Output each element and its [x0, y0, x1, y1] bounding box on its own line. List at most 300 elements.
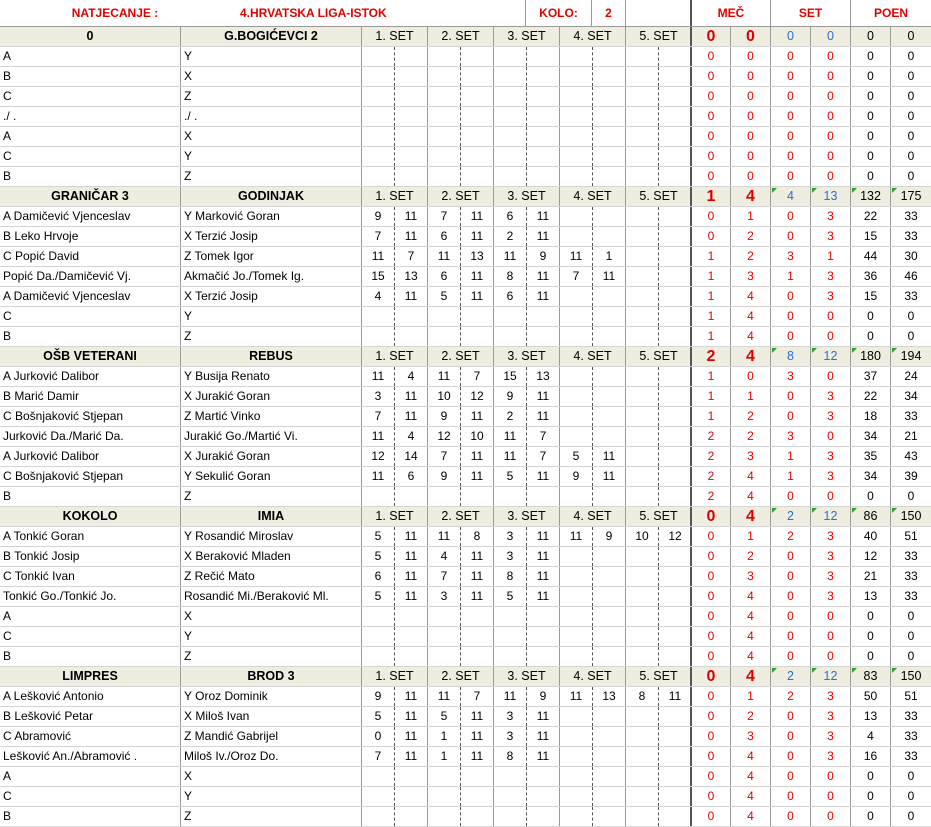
comment-marker-icon — [812, 188, 817, 193]
comment-marker-icon — [892, 348, 897, 353]
set-away-score: 11 — [394, 747, 427, 766]
set-away-score — [526, 67, 559, 86]
set-home-score: 11 — [493, 447, 526, 466]
set-home: 0 — [770, 547, 810, 566]
set-home-score: 11 — [361, 247, 394, 266]
set-home-score — [361, 127, 394, 146]
mec-away: 0 — [730, 367, 770, 386]
set-home-score — [427, 107, 460, 126]
poen-home: 0 — [850, 167, 890, 186]
set-column-header: 5. SET — [625, 667, 691, 686]
set-away: 0 — [810, 307, 850, 326]
set-home-score: 11 — [427, 247, 460, 266]
mec-home: 0 — [690, 207, 730, 226]
set-away-score — [592, 167, 625, 186]
set-home-score — [493, 767, 526, 786]
set-away-score: 11 — [526, 727, 559, 746]
match-away-mec-total: 0 — [730, 27, 770, 46]
set-away: 3 — [810, 527, 850, 546]
set-away-score — [394, 307, 427, 326]
poen-home: 15 — [850, 227, 890, 246]
home-player: A Lešković Antonio — [3, 689, 104, 703]
set-home-score — [625, 707, 658, 726]
set-away-score: 11 — [394, 567, 427, 586]
set-home-score: 9 — [559, 467, 592, 486]
home-player: A — [3, 769, 12, 783]
set-away-score: 7 — [526, 447, 559, 466]
set-home-score: 12 — [361, 447, 394, 466]
set-home: 0 — [770, 727, 810, 746]
poen-home: 0 — [850, 607, 890, 626]
set-away-score — [592, 327, 625, 346]
set-home-score — [625, 327, 658, 346]
away-player: Z Martić Vinko — [180, 407, 361, 426]
set-home: 0 — [770, 647, 810, 666]
mec-home: 1 — [690, 367, 730, 386]
set-home-score: 5 — [361, 707, 394, 726]
set-column-header: 1. SET — [361, 347, 427, 366]
home-team-name: LIMPRES — [62, 669, 118, 683]
away-player: Akmačić Jo./Tomek Ig. — [180, 267, 361, 286]
mec-home: 0 — [690, 567, 730, 586]
mec-home: 0 — [690, 747, 730, 766]
away-player: Z — [180, 647, 361, 666]
set-column-header: 5. SET — [625, 347, 691, 366]
poen-away: 0 — [890, 147, 931, 166]
set-away-score: 9 — [592, 527, 625, 546]
set-away-score: 11 — [394, 227, 427, 246]
set-away-score: 4 — [394, 427, 427, 446]
set-home: 0 — [770, 407, 810, 426]
home-player: A — [3, 129, 12, 143]
set-home-score — [361, 807, 394, 826]
set-away-score: 7 — [526, 427, 559, 446]
set-home-score: 10 — [427, 387, 460, 406]
match-home-set-total: 2 — [770, 667, 810, 686]
poen-away: 24 — [890, 367, 931, 386]
mec-away: 4 — [730, 767, 770, 786]
set-away-score — [460, 787, 493, 806]
home-team-name: 0 — [86, 29, 94, 43]
game-row — [0, 807, 931, 827]
mec-away: 3 — [730, 267, 770, 286]
set-home-score — [625, 627, 658, 646]
poen-home: 22 — [850, 387, 890, 406]
set-home-score — [625, 447, 658, 466]
set-away-score — [658, 447, 691, 466]
poen-home: 0 — [850, 647, 890, 666]
set-home-score — [493, 487, 526, 506]
set-away: 0 — [810, 327, 850, 346]
set-home-score — [493, 67, 526, 86]
set-away-score — [526, 107, 559, 126]
set-home: 0 — [770, 747, 810, 766]
set-home-score: 15 — [493, 367, 526, 386]
set-home-score — [559, 787, 592, 806]
set-home-score: 5 — [493, 467, 526, 486]
set-home-score: 9 — [427, 407, 460, 426]
mec-away: 4 — [730, 747, 770, 766]
set-home-score: 11 — [559, 247, 592, 266]
set-away-score: 6 — [394, 467, 427, 486]
set-home: 0 — [770, 147, 810, 166]
home-player: ./ . — [3, 109, 17, 123]
mec-home: 0 — [690, 727, 730, 746]
set-away-score — [592, 547, 625, 566]
match-away-poen-total: 150 — [890, 507, 931, 526]
comment-marker-icon — [772, 348, 777, 353]
set-away-score: 11 — [394, 587, 427, 606]
away-player: Z — [180, 167, 361, 186]
set-home: 0 — [770, 387, 810, 406]
set-home-score — [559, 107, 592, 126]
away-team-name: BROD 3 — [180, 667, 361, 686]
set-home-score — [625, 647, 658, 666]
set-away: 0 — [810, 427, 850, 446]
set-away-score: 11 — [592, 447, 625, 466]
poen-home: 0 — [850, 627, 890, 646]
game-row — [0, 627, 931, 647]
set-home-score — [625, 87, 658, 106]
set-label: SET — [770, 0, 850, 26]
away-player: Z — [180, 487, 361, 506]
away-team-name: IMIA — [180, 507, 361, 526]
set-home-score — [559, 727, 592, 746]
mec-away: 1 — [730, 387, 770, 406]
mec-home: 0 — [690, 627, 730, 646]
mec-home: 1 — [690, 287, 730, 306]
set-home-score: 6 — [427, 227, 460, 246]
game-row — [0, 267, 931, 287]
set-home: 3 — [770, 427, 810, 446]
mec-home: 2 — [690, 487, 730, 506]
set-home-score: 11 — [361, 367, 394, 386]
set-home-score — [559, 147, 592, 166]
poen-home: 21 — [850, 567, 890, 586]
set-home-score — [559, 427, 592, 446]
set-away-score — [658, 467, 691, 486]
poen-home: 13 — [850, 587, 890, 606]
away-player: X Beraković Mladen — [180, 547, 361, 566]
set-away-score: 4 — [394, 367, 427, 386]
set-home-score — [361, 147, 394, 166]
game-row — [0, 307, 931, 327]
set-away-score — [658, 247, 691, 266]
set-home-score — [625, 147, 658, 166]
game-row — [0, 547, 931, 567]
set-away-score — [526, 487, 559, 506]
set-away-score: 7 — [460, 687, 493, 706]
set-home-score — [625, 607, 658, 626]
mec-home: 0 — [690, 767, 730, 786]
set-away-score — [592, 47, 625, 66]
set-home-score — [361, 107, 394, 126]
set-away-score: 11 — [394, 207, 427, 226]
poen-home: 0 — [850, 307, 890, 326]
set-away-score: 11 — [460, 587, 493, 606]
set-home-score — [625, 127, 658, 146]
game-row — [0, 787, 931, 807]
set-home-score — [493, 787, 526, 806]
set-home-score: 3 — [493, 727, 526, 746]
set-home-score: 3 — [493, 547, 526, 566]
set-home-score: 6 — [493, 207, 526, 226]
set-away: 3 — [810, 207, 850, 226]
mec-away: 2 — [730, 427, 770, 446]
poen-away: 0 — [890, 787, 931, 806]
poen-home: 22 — [850, 207, 890, 226]
game-row — [0, 227, 931, 247]
natjecanje-label: NATJECANJE : — [71, 6, 159, 20]
set-away-score — [394, 627, 427, 646]
poen-home: 0 — [850, 127, 890, 146]
set-home-score: 6 — [361, 567, 394, 586]
set-home: 0 — [770, 207, 810, 226]
set-home-score — [493, 807, 526, 826]
set-away-score: 1 — [592, 247, 625, 266]
set-home-score — [625, 307, 658, 326]
set-home: 2 — [770, 687, 810, 706]
set-away-score — [592, 487, 625, 506]
set-home: 1 — [770, 267, 810, 286]
set-home-score: 3 — [361, 387, 394, 406]
poen-away: 0 — [890, 327, 931, 346]
set-home-score — [559, 407, 592, 426]
set-home-score: 0 — [361, 727, 394, 746]
set-column-header: 3. SET — [493, 347, 559, 366]
set-home-score — [625, 207, 658, 226]
mec-away: 2 — [730, 707, 770, 726]
set-away: 0 — [810, 367, 850, 386]
game-row — [0, 167, 931, 187]
set-home-score — [625, 407, 658, 426]
set-away-score: 11 — [592, 467, 625, 486]
set-away-score — [592, 627, 625, 646]
away-player: Miloš Iv./Oroz Do. — [180, 747, 361, 766]
match-away-poen-total: 150 — [890, 667, 931, 686]
set-home-score — [559, 767, 592, 786]
set-away-score — [394, 127, 427, 146]
set-home-score — [427, 647, 460, 666]
set-away-score — [658, 67, 691, 86]
set-home-score: 7 — [427, 447, 460, 466]
set-away-score: 11 — [526, 287, 559, 306]
set-away-score — [658, 167, 691, 186]
mec-home: 0 — [690, 227, 730, 246]
set-away-score — [592, 127, 625, 146]
set-away-score: 13 — [460, 247, 493, 266]
set-away-score — [658, 587, 691, 606]
set-away-score — [592, 787, 625, 806]
poen-home: 0 — [850, 107, 890, 126]
mec-home: 0 — [690, 527, 730, 546]
home-player: A Tonkić Goran — [3, 529, 85, 543]
poen-away: 51 — [890, 687, 931, 706]
set-away-score — [658, 87, 691, 106]
away-player: X Terzić Josip — [180, 287, 361, 306]
home-player: Jurković Da./Marić Da. — [3, 429, 124, 443]
poen-home: 0 — [850, 327, 890, 346]
mec-away: 1 — [730, 527, 770, 546]
set-home-score: 7 — [361, 227, 394, 246]
set-home-score: 7 — [427, 567, 460, 586]
set-away-score — [658, 747, 691, 766]
match-home-poen-total: 83 — [850, 667, 890, 686]
poen-home: 0 — [850, 87, 890, 106]
comment-marker-icon — [812, 668, 817, 673]
set-column-header: 4. SET — [559, 187, 625, 206]
set-away: 3 — [810, 747, 850, 766]
set-home-score: 8 — [493, 267, 526, 286]
set-home-score: 11 — [361, 467, 394, 486]
set-column-header: 4. SET — [559, 507, 625, 526]
set-column-header: 4. SET — [559, 27, 625, 46]
match-away-set-total: 0 — [810, 27, 850, 46]
game-row — [0, 107, 931, 127]
set-home-score — [625, 467, 658, 486]
set-away-score: 11 — [460, 727, 493, 746]
away-player: ./ . — [180, 107, 361, 126]
set-away-score — [592, 67, 625, 86]
poen-away: 0 — [890, 107, 931, 126]
game-row — [0, 747, 931, 767]
poen-away: 43 — [890, 447, 931, 466]
set-away-score — [592, 767, 625, 786]
set-away: 0 — [810, 627, 850, 646]
set-away-score — [460, 607, 493, 626]
mec-away: 2 — [730, 227, 770, 246]
set-away-score: 12 — [658, 527, 691, 546]
mec-away: 0 — [730, 127, 770, 146]
home-player: B — [3, 809, 12, 823]
poen-away: 33 — [890, 407, 931, 426]
mec-away: 2 — [730, 247, 770, 266]
poen-away: 51 — [890, 527, 931, 546]
set-home-score — [493, 47, 526, 66]
poen-away: 46 — [890, 267, 931, 286]
set-home-score — [625, 567, 658, 586]
mec-home: 2 — [690, 427, 730, 446]
mec-away: 0 — [730, 47, 770, 66]
set-away: 0 — [810, 607, 850, 626]
set-home-score — [559, 287, 592, 306]
set-home-score — [427, 47, 460, 66]
set-home-score — [625, 547, 658, 566]
set-home-score — [625, 227, 658, 246]
set-away: 0 — [810, 47, 850, 66]
set-away: 0 — [810, 167, 850, 186]
home-player: C — [3, 149, 12, 163]
set-away-score — [460, 107, 493, 126]
set-home-score — [493, 627, 526, 646]
home-player: B — [3, 489, 12, 503]
set-away-score — [592, 227, 625, 246]
match-away-poen-total: 0 — [890, 27, 931, 46]
set-home-score — [427, 147, 460, 166]
set-away-score: 11 — [394, 287, 427, 306]
match-away-mec-total: 4 — [730, 187, 770, 206]
set-home-score: 11 — [427, 687, 460, 706]
away-team-name: REBUS — [180, 347, 361, 366]
set-away: 3 — [810, 387, 850, 406]
set-home-score — [493, 307, 526, 326]
set-away-score — [394, 147, 427, 166]
mec-home: 0 — [690, 87, 730, 106]
away-player: X — [180, 607, 361, 626]
set-home-score — [559, 647, 592, 666]
mec-away: 3 — [730, 447, 770, 466]
set-home-score — [625, 767, 658, 786]
poen-home: 35 — [850, 447, 890, 466]
set-away: 3 — [810, 467, 850, 486]
home-player: Popić Da./Damičević Vj. — [3, 269, 132, 283]
set-home-score — [559, 307, 592, 326]
set-home-score: 9 — [361, 687, 394, 706]
set-away-score: 11 — [460, 207, 493, 226]
set-home-score — [559, 367, 592, 386]
poen-home: 15 — [850, 287, 890, 306]
set-home-score: 1 — [427, 747, 460, 766]
set-away-score — [658, 387, 691, 406]
away-player: Z — [180, 87, 361, 106]
away-player: X Jurakić Goran — [180, 447, 361, 466]
set-away-score — [460, 47, 493, 66]
mec-home: 1 — [690, 307, 730, 326]
set-home-score: 11 — [427, 367, 460, 386]
set-column-header: 2. SET — [427, 667, 493, 686]
away-player: Z Tomek Igor — [180, 247, 361, 266]
home-player: B — [3, 169, 12, 183]
mec-home: 1 — [690, 267, 730, 286]
poen-away: 33 — [890, 587, 931, 606]
set-home-score — [361, 307, 394, 326]
home-team-name: KOKOLO — [62, 509, 118, 523]
away-player: X Jurakić Goran — [180, 387, 361, 406]
set-home: 0 — [770, 47, 810, 66]
poen-home: 0 — [850, 807, 890, 826]
game-row — [0, 47, 931, 67]
set-home-score — [493, 147, 526, 166]
set-away-score — [592, 647, 625, 666]
set-away-score: 11 — [526, 267, 559, 286]
set-home-score — [427, 807, 460, 826]
comment-marker-icon — [852, 188, 857, 193]
match-home-poen-total: 0 — [850, 27, 890, 46]
set-away-score: 11 — [460, 227, 493, 246]
set-home-score — [427, 127, 460, 146]
set-away-score: 13 — [526, 367, 559, 386]
set-home: 0 — [770, 627, 810, 646]
set-away: 3 — [810, 727, 850, 746]
home-player: C — [3, 89, 12, 103]
home-team-name: GRANIČAR 3 — [51, 189, 129, 203]
poen-away: 0 — [890, 87, 931, 106]
away-player: X Miloš Ivan — [180, 707, 361, 726]
set-home-score — [625, 267, 658, 286]
set-away-score: 11 — [658, 687, 691, 706]
set-home-score: 11 — [493, 687, 526, 706]
set-away-score — [658, 107, 691, 126]
set-away-score — [658, 227, 691, 246]
set-home: 0 — [770, 307, 810, 326]
set-away: 0 — [810, 807, 850, 826]
game-row — [0, 287, 931, 307]
set-home-score — [361, 627, 394, 646]
set-home-score — [559, 707, 592, 726]
set-away-score: 11 — [526, 567, 559, 586]
set-home-score — [427, 167, 460, 186]
set-away-score: 11 — [526, 547, 559, 566]
